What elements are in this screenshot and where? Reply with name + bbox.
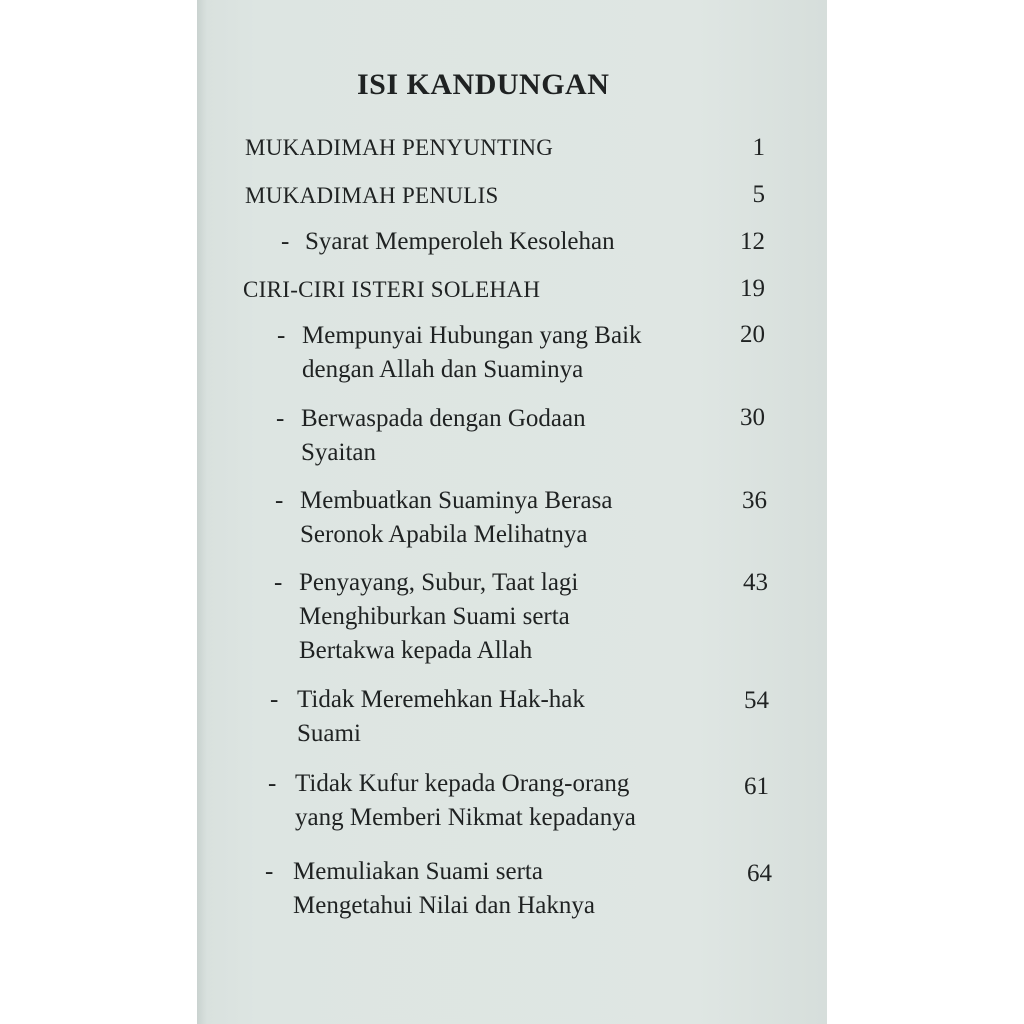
toc-entry-text: CIRI-CIRI ISTERI SOLEHAH: [243, 277, 541, 302]
toc-entry-text: yang Memberi Nikmat kepadanya: [295, 804, 636, 831]
toc-page-number: 54: [744, 687, 769, 714]
toc-page-number: 36: [742, 487, 767, 514]
toc-entry-text: MUKADIMAH PENYUNTING: [245, 135, 554, 160]
toc-dash: -: [270, 686, 279, 713]
toc-page-number: 30: [740, 404, 765, 431]
toc-entry-syarat-memperoleh-kesolehan: [305, 225, 615, 259]
toc-page-number: 19: [740, 275, 765, 302]
toc-entry-tidak-meremehkan: [297, 683, 585, 751]
toc-entry-text: Bertakwa kepada Allah: [299, 637, 533, 664]
toc-entry-mempunyai-hubungan: [302, 319, 642, 387]
toc-dash: -: [265, 858, 274, 885]
toc-page-number: 20: [740, 321, 765, 348]
toc-dash: -: [274, 569, 283, 596]
toc-page-number: 64: [747, 860, 772, 887]
toc-entry-text: Mempunyai Hubungan yang Baik: [302, 322, 642, 349]
toc-entry-mukadimah-penulis: [245, 179, 499, 213]
toc-entry-penyayang: [299, 566, 578, 668]
toc-entry-text: Mengetahui Nilai dan Haknya: [293, 892, 595, 919]
page-title: ISI KANDUNGAN: [357, 68, 610, 101]
toc-entry-text: Menghiburkan Suami serta: [299, 603, 570, 630]
toc-entry-text: Seronok Apabila Melihatnya: [300, 521, 588, 548]
toc-entry-berwaspada: [301, 402, 586, 470]
toc-entry-membuatkan-suaminya: [300, 484, 612, 552]
toc-entry-text: Syaitan: [301, 439, 376, 466]
toc-entry-text: Syarat Memperoleh Kesolehan: [305, 228, 615, 255]
book-page: [197, 0, 827, 1024]
toc-entry-text: Tidak Meremehkan Hak-hak: [297, 686, 585, 713]
toc-entry-ciri-ciri-isteri-solehah: [243, 273, 540, 307]
toc-page-number: 1: [752, 134, 765, 161]
toc-entry-text: Memuliakan Suami serta: [293, 858, 543, 885]
toc-entry-memuliakan-suami: [293, 855, 595, 923]
toc-entry-text: Tidak Kufur kepada Orang-orang: [295, 770, 630, 797]
toc-entry-text: Suami: [297, 720, 361, 747]
toc-entry-text: Penyayang, Subur, Taat lagi: [299, 569, 579, 596]
toc-page-number: 43: [743, 569, 768, 596]
toc-page-number: 5: [752, 181, 765, 208]
toc-dash: -: [276, 405, 285, 432]
toc-entry-tidak-kufur: [295, 767, 636, 835]
toc-page-number: 12: [740, 228, 765, 255]
toc-entry-text: MUKADIMAH PENULIS: [245, 183, 499, 208]
toc-dash: -: [268, 770, 277, 797]
toc-entry-mukadimah-penyunting: [245, 131, 553, 165]
toc-page-number: 61: [744, 773, 769, 800]
toc-dash: -: [277, 322, 286, 349]
toc-dash: -: [281, 228, 290, 255]
toc-entry-text: Membuatkan Suaminya Berasa: [300, 487, 613, 514]
toc-entry-text: dengan Allah dan Suaminya: [302, 356, 584, 383]
toc-entry-text: Berwaspada dengan Godaan: [301, 405, 586, 432]
toc-dash: -: [275, 487, 284, 514]
